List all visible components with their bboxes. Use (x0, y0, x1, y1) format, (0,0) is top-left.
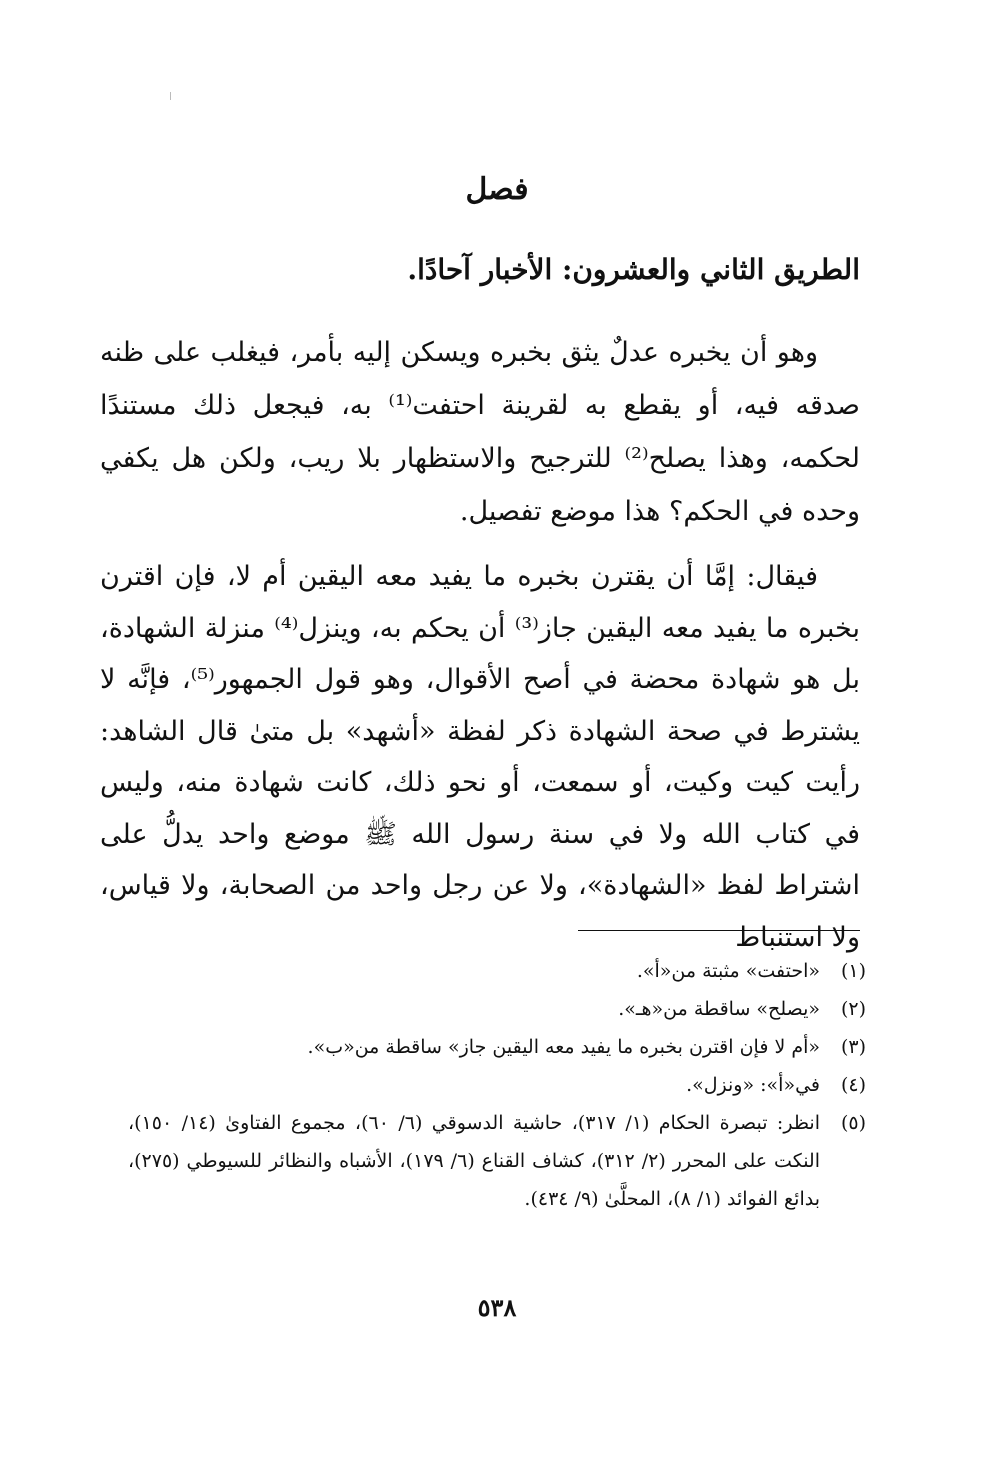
footnote-number: (٣) (840, 1036, 866, 1058)
paragraph-2-text: فيقال: إمَّا أن يقترن بخبره ما يفيد معه اليقين أم لا، فإن اقترن بخبره ما يفيد معه اليقين جاز⁽³⁾ أن يحكم به، وينزل⁽⁴⁾ منزلة الشهادة، بل هو شهادة محضة في أصح الأقوال، وهو قول الجمهور⁽⁵⁾، فإنَّه لا يشترط في صحة الشهادة ذكر لفظة «أشهد» بل متىٰ قال الشاهد: رأيت كيت وكيت، أو سمعت، أو نحو ذلك، كانت شهادة منه، وليس في كتاب الله ولا في سنة رسول الله ﷺ موضع واحد يدلُّ على اشتراط لفظ «الشهادة»، ولا عن رجل واحد من الصحابة، ولا قياس، ولا استنباط (100, 561, 860, 953)
footnote-number: (٢) (840, 998, 866, 1020)
footnote-text: «يصلح» ساقطة من«هـ». (618, 998, 820, 1020)
paragraph-1-text: وهو أن يخبره عدلٌ يثق بخبره ويسكن إليه بأمر، فيغلب على ظنه صدقه فيه، أو يقطع به لقرينة احتفت⁽¹⁾ به، فيجعل ذلك مستندًا لحكمه، وهذا يصلح⁽²⁾ للترجيح والاستظهار بلا ريب، ولكن هل يكفي وحده في الحكم؟ هذا موضع تفصيل. (100, 337, 860, 527)
footnote-separator (578, 930, 860, 931)
footnote-3 (128, 1028, 866, 1066)
footnote-5 (128, 1104, 866, 1218)
page-number: ٥٣٨ (477, 1293, 517, 1322)
footnote-number: (٥) (840, 1112, 866, 1134)
footnote-4 (128, 1066, 866, 1104)
footnote-text: «أم لا فإن اقترن بخبره ما يفيد معه اليقين جاز» ساقطة من«ب». (307, 1036, 820, 1058)
scan-mark (170, 92, 171, 100)
footnote-1 (128, 952, 866, 990)
paragraph-1 (100, 326, 860, 538)
footnote-number: (٤) (840, 1074, 866, 1096)
section-heading: الطريق الثاني والعشرون: الأخبار آحادًا. (407, 253, 860, 286)
footnote-text: انظر: تبصرة الحكام (١/ ٣١٧)، حاشية الدسوقي (٦/ ٦٠)، مجموع الفتاوىٰ (١٤/ ١٥٠)، النكت على المحرر (٢/ ٣١٢)، كشاف القناع (٦/ ١٧٩)، الأشباه والنظائر للسيوطي (٢٧٥)، بدائع الفوائد (١/ ٨)، المحلَّىٰ (٩/ ٤٣٤). (128, 1112, 820, 1210)
chapter-title: فصل (465, 172, 529, 207)
footnote-number: (١) (840, 960, 866, 982)
footnotes (128, 952, 866, 1218)
paragraph-2 (100, 551, 860, 963)
footnote-2 (128, 990, 866, 1028)
footnote-text: في«أ»: «ونزل». (686, 1074, 820, 1096)
footnote-text: «احتفت» مثبتة من«أ». (636, 960, 820, 982)
